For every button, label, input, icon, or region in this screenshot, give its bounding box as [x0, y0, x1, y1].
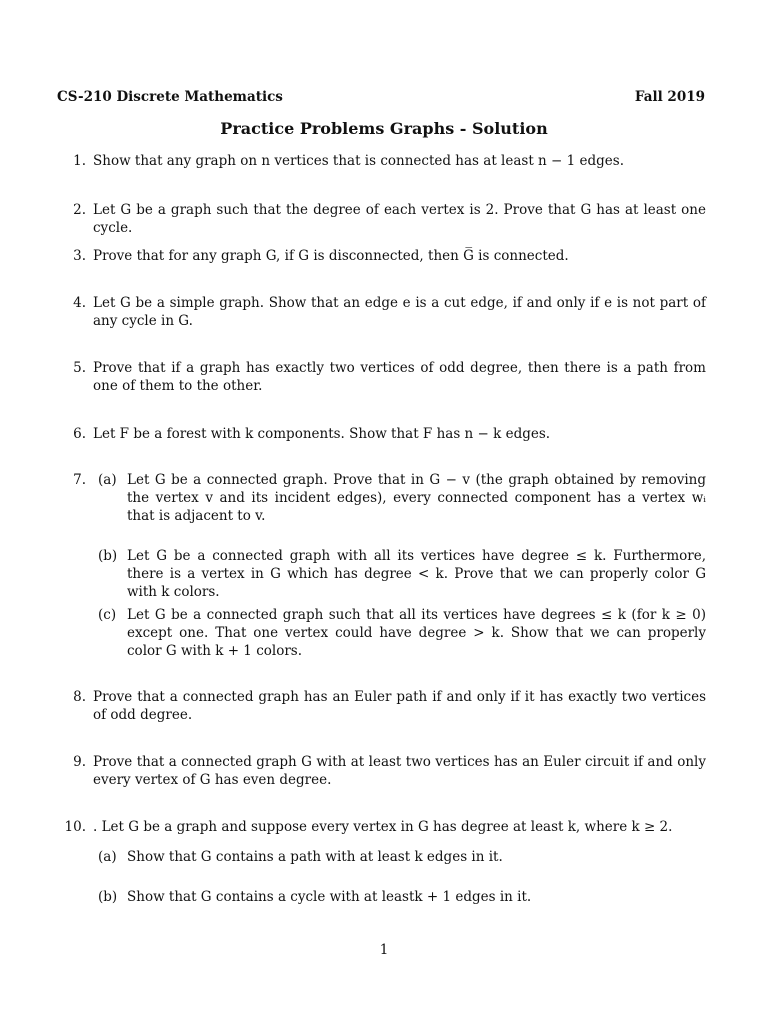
problem-8: [64, 688, 706, 724]
problem-number: 1.: [73, 153, 86, 169]
problem-number: 3.: [73, 248, 86, 264]
problem-9: [64, 753, 706, 789]
problem-4: [64, 294, 706, 330]
problem-7c: [98, 606, 706, 660]
problem-2: [64, 201, 706, 237]
problem-5: [64, 359, 706, 395]
part-label: (b): [98, 548, 118, 564]
problem-10: [64, 818, 706, 836]
term: Fall 2019: [634, 89, 705, 105]
problem-10b: [98, 888, 706, 906]
problem-number: 8.: [73, 689, 86, 705]
problem-1: [64, 152, 706, 170]
problem-3: [64, 247, 706, 265]
part-text: Let G be a connected graph such that all its vertices have degrees ≤ k (for k ≥ 0) except one. That one vertex could have degree > k. Show that we can properly color G with k + 1 colors.: [127, 607, 706, 659]
part-label: (b): [98, 889, 118, 905]
problem-6: [64, 425, 706, 443]
part-text: Let G be a connected graph with all its vertices have degree ≤ k. Furthermore, there is a vertex in G which has degree < k. Prove that we can properly color G with k colors.: [127, 548, 706, 600]
problem-7b: [98, 547, 706, 601]
part-label: (a): [98, 472, 117, 488]
problem-7a: [98, 471, 706, 525]
problem-text: Let F be a forest with k components. Show that F has n − k edges.: [93, 426, 551, 442]
problem-text: Let G be a graph such that the degree of each vertex is 2. Prove that G has at least one cycle.: [93, 202, 706, 236]
part-label: (c): [98, 607, 117, 623]
problem-text: Prove that a connected graph has an Euler path if and only if it has exactly two vertices of odd degree.: [93, 689, 706, 723]
problem-number: 10.: [64, 819, 86, 835]
problem-number: 4.: [73, 295, 86, 311]
problem-number: 7.: [73, 472, 86, 488]
problem-text: Show that any graph on n vertices that is connected has at least n − 1 edges.: [93, 153, 624, 169]
part-text: Show that G contains a cycle with at leastk + 1 edges in it.: [127, 889, 532, 905]
course-name: CS-210 Discrete Mathematics: [57, 89, 283, 105]
problem-text: Prove that if a graph has exactly two vertices of odd degree, then there is a path from one of them to the other.: [93, 360, 706, 394]
page-title: Practice Problems Graphs - Solution: [220, 119, 548, 138]
problem-text: . Let G be a graph and suppose every vertex in G has degree at least k, where k ≥ 2.: [93, 819, 673, 835]
page-header: [57, 89, 705, 105]
problem-number: 9.: [73, 754, 86, 770]
problem-text: Let G be a simple graph. Show that an edge e is a cut edge, if and only if e is not part of any cycle in G.: [93, 295, 706, 329]
problem-number: 5.: [73, 360, 86, 376]
problem-10a: [98, 848, 706, 866]
part-label: (a): [98, 849, 117, 865]
page-number: 1: [379, 942, 389, 958]
problem-number: 2.: [73, 202, 86, 218]
part-text: Let G be a connected graph. Prove that in G − v (the graph obtained by removing the vertex v and its incident edges), every connected component has a vertex wᵢ that is adjacent to v.: [127, 472, 706, 524]
problem-text: Prove that a connected graph G with at least two vertices has an Euler circuit if and only every vertex of G has even degree.: [93, 754, 706, 788]
problem-text: Prove that for any graph G, if G is disconnected, then G̅ is connected.: [93, 248, 569, 264]
part-text: Show that G contains a path with at least k edges in it.: [127, 849, 503, 865]
problem-number: 6.: [73, 426, 86, 442]
